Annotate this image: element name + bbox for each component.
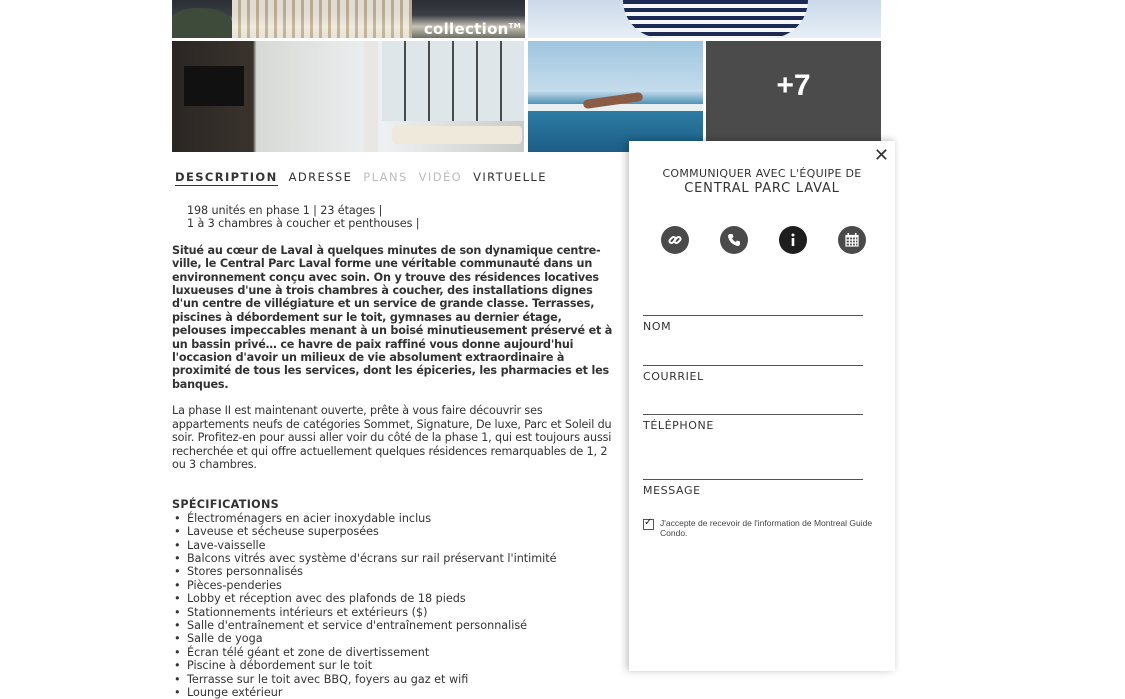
photo-tv	[184, 66, 244, 106]
summary-line: 198 unités en phase 1 | 23 étages |	[187, 204, 383, 217]
intro-paragraph: Situé au cœur de Laval à quelques minutes de son dynamique centre-ville, le Central Parc Laval forme une véritable communauté dans un environnement conçu avec soin. On y trouve des résidences locatives luxueuses d'une à trois chambres à coucher, des installations dignes d'un centre de villégiature et un service de grande classe. Terrasses, piscines à débordement sur le toit, gymnases au dernier étage, pelouses impeccables menant à un boisé minutieusement préservé et à un bassin privé… ce havre de paix raffiné vous donne aujourd'hui l'occasion d'avoir un milieux de vie absolument extraordinaire à proximité de tous les services, dont les épiceries, les pharmacies et les banques.	[172, 243, 613, 391]
email-field[interactable]	[643, 365, 863, 383]
spec-item: • Lounge extérieur	[187, 686, 614, 699]
gallery-more-photos[interactable]	[706, 41, 881, 152]
photo-windows	[382, 41, 524, 121]
calendar-icon[interactable]	[838, 226, 866, 254]
more-photos-count: +7	[776, 68, 811, 102]
contact-heading-project: CENTRAL PARC LAVAL	[684, 181, 840, 196]
description-content	[172, 204, 614, 699]
spec-item: • Piscine à débordement sur le toit	[187, 659, 614, 672]
spec-item: • Salle de yoga	[187, 632, 614, 645]
message-label: MESSAGE	[643, 484, 701, 497]
tab-virtuelle[interactable]: VIRTUELLE	[473, 170, 547, 184]
photo-sofa	[392, 126, 522, 144]
spec-item: • Stores personnalisés	[187, 565, 614, 578]
message-field[interactable]	[643, 479, 863, 497]
email-input-line[interactable]	[643, 365, 863, 366]
photo-pool-ledge	[528, 104, 703, 111]
spec-item: • Lobby et réception avec des plafonds de 18 pieds	[187, 592, 614, 605]
gallery-photo-exterior[interactable]	[172, 0, 525, 38]
spec-item: • Balcons vitrés avec système d'écrans sur rail préservant l'intimité	[187, 552, 614, 565]
photo-tower-shape	[623, 0, 808, 38]
gallery-photo-living-room[interactable]	[172, 41, 524, 152]
tab-description[interactable]: DESCRIPTION	[175, 170, 278, 184]
consent-text: J'accepte de recevoir de l'information de Montreal Guide Condo.	[660, 518, 873, 538]
message-input-line[interactable]	[643, 479, 863, 480]
contact-heading-small: COMMUNIQUER AVEC L'ÉQUIPE DE	[662, 167, 862, 180]
listing-tabs	[175, 170, 547, 186]
summary	[172, 204, 614, 231]
collection-watermark: collection™	[423, 20, 521, 38]
consent-row	[643, 518, 873, 538]
consent-checkbox[interactable]	[643, 519, 654, 530]
spec-item: • Écran télé géant et zone de divertissement	[187, 646, 614, 659]
phone-field[interactable]	[643, 414, 863, 432]
tab-adresse[interactable]: ADRESSE	[288, 170, 353, 184]
info-icon[interactable]	[779, 226, 807, 254]
spec-item: • Lave-vaisselle	[187, 539, 614, 552]
specs-title: SPÉCIFICATIONS	[172, 498, 280, 512]
spec-item: • Salle d'entraînement et service d'entraînement personnalisé	[187, 619, 614, 632]
spec-item: • Électroménagers en acier inoxydable inclus	[187, 512, 614, 525]
link-icon[interactable]	[661, 226, 689, 254]
spec-item: • Terrasse sur le toit avec BBQ, foyers au gaz et wifi	[187, 673, 614, 686]
name-field[interactable]	[643, 315, 863, 333]
phone-icon[interactable]	[720, 226, 748, 254]
photo-column	[364, 41, 378, 152]
email-label: COURRIEL	[643, 370, 704, 383]
phone-input-line[interactable]	[643, 414, 863, 415]
summary-line: 1 à 3 chambres à coucher et penthouses |	[187, 217, 420, 231]
tab-plans[interactable]: PLANS	[363, 170, 408, 184]
tab-video[interactable]: VIDÉO	[418, 170, 463, 184]
contact-panel	[629, 141, 895, 671]
name-label: NOM	[643, 320, 672, 333]
close-icon[interactable]: ✕	[873, 145, 889, 165]
photo-building	[232, 0, 412, 38]
name-input-line[interactable]	[643, 315, 863, 316]
specs-list	[172, 512, 614, 699]
phase-paragraph: La phase II est maintenant ouverte, prête à vous faire découvrir ses appartements neufs de catégories Sommet, Signature, De luxe, Parc et Soleil du soir. Profitez-en pour aussi aller voir du côté de la phase 1, qui est toujours aussi recherchée et qui offre actuellement quelques résidences remarquables de 1, 2 ou 3 chambres.	[172, 404, 612, 471]
gallery-photo-pool[interactable]	[528, 41, 703, 152]
spec-item: • Laveuse et sécheuse superposées	[187, 525, 614, 538]
contact-icons	[661, 226, 866, 254]
spec-item: • Stationnements intérieurs et extérieurs ($)	[187, 606, 614, 619]
gallery-photo-tower[interactable]	[528, 0, 881, 38]
photo-tree	[172, 8, 232, 38]
spec-item: • Pièces-penderies	[187, 579, 614, 592]
phone-label: TÉLÉPHONE	[643, 419, 714, 432]
